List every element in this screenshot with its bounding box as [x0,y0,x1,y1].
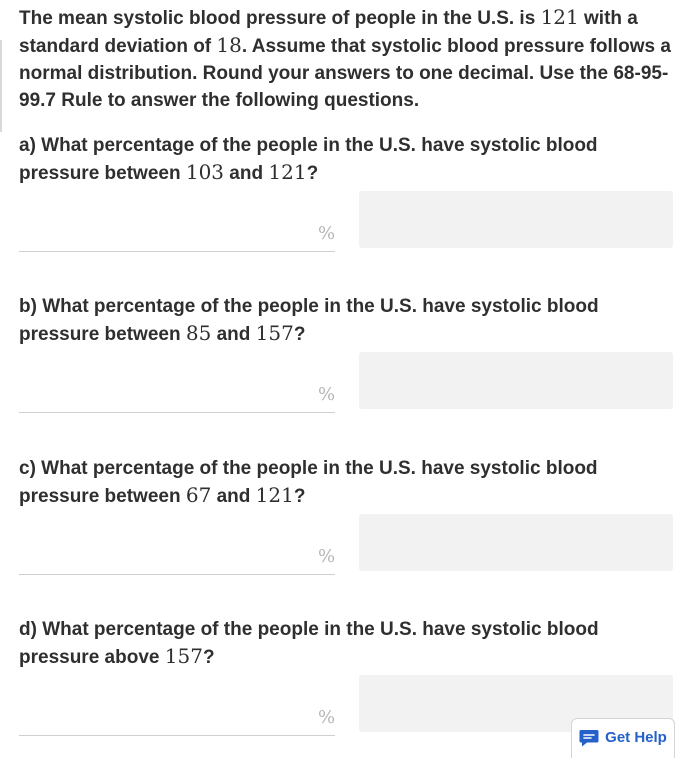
question-c-upper: 121 [255,483,294,507]
question-c-answer-row [19,514,679,584]
question-a-text: a) What percentage of the people in the U.S. have systolic blood pressure between 103 and 121? [19,135,598,184]
question-d-answer-input[interactable] [19,687,335,736]
chat-bubble-icon [579,729,599,747]
question-b-answer-input[interactable] [19,364,335,413]
problem-statement [19,4,679,114]
intro-text-3: . Assume that systolic blood pressure follows a normal distribution. Round your answers to one decimal. Use the 68-95-99.7 Rule to answer the following questions. [19,36,671,111]
question-c-answer-input[interactable] [19,526,335,575]
question-d-percent-unit: % [318,707,336,728]
question-c-lower: 67 [185,483,212,507]
question-b-text: b) What percentage of the people in the U.S. have systolic blood pressure between 85 and 157? [19,296,599,345]
sd-value: 18 [216,33,242,57]
intro-text-2: with a standard deviation of [19,8,638,57]
left-divider [0,40,2,132]
get-help-button[interactable] [571,718,675,758]
question-a-answer-input[interactable] [19,203,335,252]
question-c-percent-unit: % [318,546,336,567]
question-b-feedback-box [359,352,673,409]
question-c-feedback-box [359,514,673,571]
question-b-answer-row [19,352,679,422]
question-d-threshold: 157 [164,644,203,668]
question-b [19,293,679,422]
question-a-percent-unit: % [318,223,336,244]
question-a-upper: 121 [268,160,307,184]
question-a-feedback-box [359,191,673,248]
question-c [19,455,679,584]
question-c-text: c) What percentage of the people in the U.S. have systolic blood pressure between 67 and 121? [19,458,598,507]
intro-text-1: The mean systolic blood pressure of people in the U.S. is [19,8,541,29]
question-d-text: d) What percentage of the people in the U.S. have systolic blood pressure above 157? [19,619,599,668]
question-b-upper: 157 [255,321,294,345]
mean-value: 121 [540,5,579,29]
get-help-label: Get Help [605,729,667,746]
question-a [19,132,679,261]
question-b-percent-unit: % [318,384,336,405]
question-a-lower: 103 [185,160,225,184]
question-a-answer-row [19,191,679,261]
question-b-lower: 85 [185,321,212,345]
